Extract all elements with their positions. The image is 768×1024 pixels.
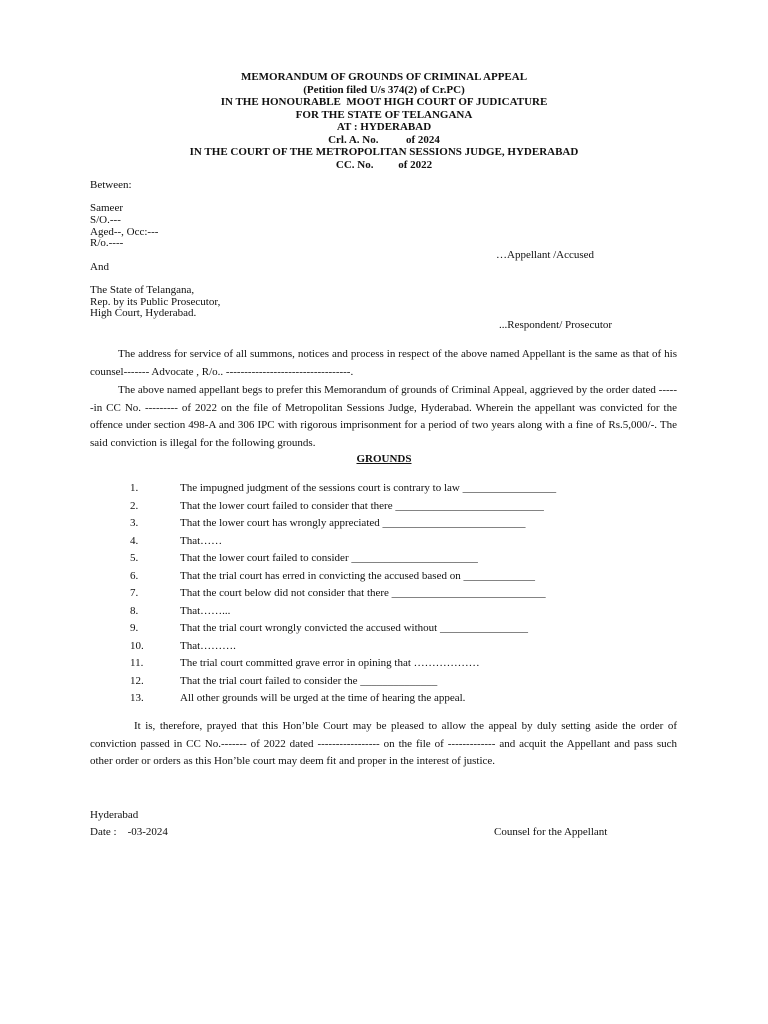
ground-number: 5. bbox=[130, 552, 139, 564]
ground-text: That…… bbox=[180, 534, 223, 547]
ground-text: That………. bbox=[180, 639, 236, 652]
ground-number: 12. bbox=[130, 674, 144, 687]
ground-text: That the lower court failed to consider _______________________ bbox=[180, 552, 478, 564]
header-place-line: AT : HYDERABAD bbox=[336, 121, 432, 133]
header-petition-line: (Petition filed U/s 374(2) of Cr.PC) bbox=[303, 83, 465, 96]
appellant-age-occupation: Aged--, Occ:--- bbox=[90, 226, 159, 238]
appeal-paragraph bbox=[90, 382, 677, 452]
ground-text: That the trial court wrongly convicted the accused without ________________ bbox=[180, 622, 528, 634]
respondent-line-2: Rep. by its Public Prosecutor, bbox=[90, 296, 221, 308]
ground-item bbox=[130, 622, 650, 640]
ground-item bbox=[130, 675, 650, 693]
ground-item bbox=[130, 640, 650, 658]
header-state-line: FOR THE STATE OF TELANGANA bbox=[295, 108, 473, 121]
ground-item bbox=[130, 535, 650, 553]
ground-item bbox=[130, 500, 650, 518]
header-appeal-number: Crl. A. No. of 2024 bbox=[328, 133, 440, 146]
ground-text: The impugned judgment of the sessions court is contrary to law _________________ bbox=[180, 482, 557, 494]
address-paragraph bbox=[90, 346, 677, 381]
appellant-son-of: S/O.--- bbox=[90, 214, 121, 226]
header-lower-court-line: IN THE COURT OF THE METROPOLITAN SESSIONS JUDGE, HYDERABAD bbox=[189, 146, 579, 158]
ground-number: 8. bbox=[130, 604, 139, 617]
ground-item bbox=[130, 692, 650, 710]
ground-text: That the lower court has wrongly appreciated __________________________ bbox=[180, 517, 526, 529]
ground-number: 3. bbox=[130, 517, 139, 529]
ground-text: All other grounds will be urged at the time of hearing the appeal. bbox=[180, 692, 466, 704]
ground-text: That the court below did not consider that there ____________________________ bbox=[180, 587, 546, 599]
prayer-paragraph-text: It is, therefore, prayed that this Hon’ble Court may be pleased to allow the appeal by duly setting aside the order of conviction passed in CC No.------- of 2022 dated ----------------- on the file of ------------- and acquit the Appellant and pass such other order or orders as this Hon’ble court may deem fit and proper in the interest of justice. bbox=[90, 720, 677, 768]
header-court-line: IN THE HONOURABLE MOOT HIGH COURT OF JUDICATURE bbox=[220, 96, 548, 108]
ground-item bbox=[130, 570, 650, 588]
ground-text: The trial court committed grave error in opining that ……………… bbox=[180, 657, 480, 669]
appellant-name: Sameer bbox=[90, 202, 123, 214]
respondent-line-1: The State of Telangana, bbox=[90, 284, 195, 296]
grounds-heading: GROUNDS bbox=[356, 453, 412, 465]
appeal-paragraph-text: The above named appellant begs to prefer this Memorandum of grounds of Criminal Appeal, aggrieved by the order dated ------in CC No. --------- of 2022 on the file of Metropolitan Sessions Judge, Hyderabad. Wherein the appellant was convicted for the offence under section 498-A and 306 IPC with rigorous imprisonment for a period of two years along with a fine of Rs.5,000/-. The said conviction is illegal for the following grounds. bbox=[90, 384, 677, 449]
appellant-role: …Appellant /Accused bbox=[496, 249, 595, 261]
ground-number: 7. bbox=[130, 587, 139, 599]
grounds-list bbox=[130, 482, 650, 710]
header-title: MEMORANDUM OF GROUNDS OF CRIMINAL APPEAL bbox=[240, 71, 528, 83]
ground-text: That the trial court has erred in convicting the accused based on _____________ bbox=[180, 569, 535, 582]
ground-text: That the trial court failed to consider the ______________ bbox=[180, 674, 438, 687]
memorandum-header bbox=[90, 71, 678, 171]
between-label: Between: bbox=[90, 179, 132, 191]
header-case-number: CC. No. of 2022 bbox=[335, 158, 433, 171]
date-line: Date : -03-2024 bbox=[90, 826, 168, 838]
ground-number: 6. bbox=[130, 569, 139, 582]
and-label: And bbox=[90, 261, 109, 273]
ground-item bbox=[130, 605, 650, 623]
ground-item bbox=[130, 482, 650, 500]
ground-item bbox=[130, 517, 650, 535]
counsel-signature-line: Counsel for the Appellant bbox=[494, 826, 608, 838]
ground-item bbox=[130, 657, 650, 675]
ground-number: 4. bbox=[130, 534, 139, 547]
ground-number: 9. bbox=[130, 622, 139, 634]
prayer-paragraph bbox=[90, 718, 677, 771]
respondent-line-3: High Court, Hyderabad. bbox=[90, 307, 197, 319]
ground-item bbox=[130, 552, 650, 570]
ground-number: 13. bbox=[130, 692, 144, 704]
ground-number: 11. bbox=[130, 657, 144, 669]
ground-number: 10. bbox=[130, 639, 144, 652]
ground-text: That……... bbox=[180, 604, 231, 617]
address-paragraph-text: The address for service of all summons, notices and process in respect of the above named Appellant is the same as that of his counsel------- Advocate , R/o.. ----------------------------------. bbox=[90, 348, 677, 378]
ground-number: 2. bbox=[130, 499, 139, 512]
appellant-residence: R/o.---- bbox=[90, 237, 124, 249]
ground-item bbox=[130, 587, 650, 605]
ground-number: 1. bbox=[130, 482, 139, 494]
ground-text: That the lower court failed to consider that there ___________________________ bbox=[180, 499, 544, 512]
place-label: Hyderabad bbox=[90, 809, 139, 821]
respondent-role: ...Respondent/ Prosecutor bbox=[499, 319, 613, 331]
